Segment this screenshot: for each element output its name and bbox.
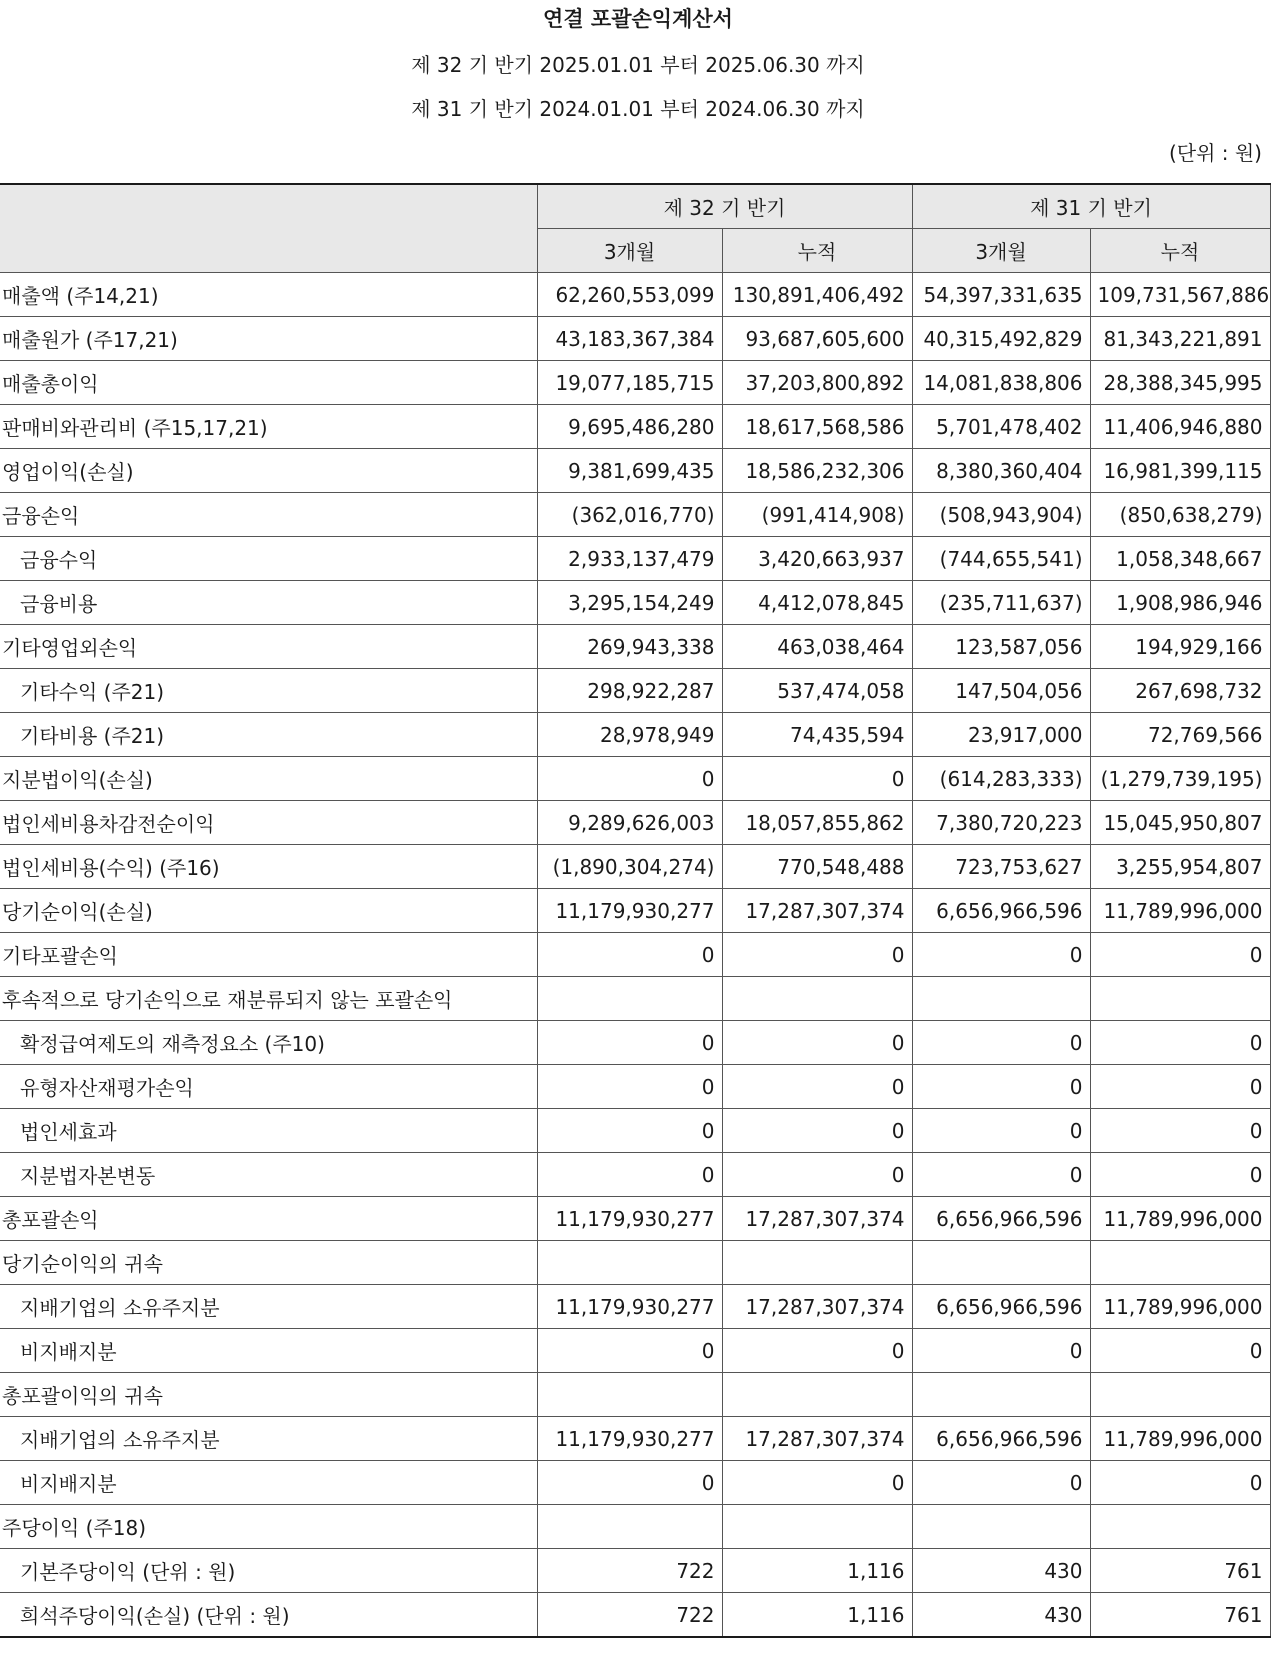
table-row [0,581,1270,625]
value-cell-prior-cumulative: 0 [1090,1065,1270,1109]
value-cell-prior-cumulative [1090,1373,1270,1417]
table-row [0,1549,1270,1593]
value-cell-prior-3m: 0 [912,1461,1090,1505]
statement-title: 연결 포괄손익계산서 [543,7,733,31]
header-sub-current-3m: 3개월 [537,229,722,273]
value-cell-current-cumulative: 17,287,307,374 [722,1197,912,1241]
value-cell-prior-3m: 0 [912,1021,1090,1065]
value-cell-current-cumulative: 3,420,663,937 [722,537,912,581]
row-label: 법인세효과 [0,1109,537,1153]
row-label: 금융비용 [0,581,537,625]
value-cell-prior-3m: 430 [912,1549,1090,1593]
value-cell-prior-cumulative: 0 [1090,1021,1270,1065]
period-current: 제 32 기 반기 2025.01.01 부터 2025.06.30 까지 [411,53,865,77]
value-cell-prior-3m: 6,656,966,596 [912,1197,1090,1241]
row-label: 기타영업외손익 [0,625,537,669]
value-cell-prior-cumulative: (850,638,279) [1090,493,1270,537]
value-cell-current-3m [537,1241,722,1285]
value-cell-prior-3m: (508,943,904) [912,493,1090,537]
table-row [0,1197,1270,1241]
row-label: 지분법자본변동 [0,1153,537,1197]
value-cell-current-cumulative: 93,687,605,600 [722,317,912,361]
value-cell-prior-3m: (235,711,637) [912,581,1090,625]
value-cell-current-3m: 0 [537,1329,722,1373]
value-cell-prior-3m: 430 [912,1593,1090,1638]
row-label: 당기순이익의 귀속 [0,1241,537,1285]
value-cell-prior-cumulative [1090,1505,1270,1549]
value-cell-current-cumulative: 0 [722,1109,912,1153]
table-row [0,449,1270,493]
value-cell-current-3m: 3,295,154,249 [537,581,722,625]
header-account-cell [0,184,537,273]
row-label: 금융손익 [0,493,537,537]
period-prior: 제 31 기 반기 2024.01.01 부터 2024.06.30 까지 [411,97,865,121]
value-cell-prior-3m: 6,656,966,596 [912,1417,1090,1461]
value-cell-prior-3m: 8,380,360,404 [912,449,1090,493]
value-cell-prior-cumulative: 28,388,345,995 [1090,361,1270,405]
value-cell-current-cumulative [722,1241,912,1285]
value-cell-current-3m: 9,381,699,435 [537,449,722,493]
value-cell-prior-3m: 5,701,478,402 [912,405,1090,449]
value-cell-current-cumulative: 0 [722,757,912,801]
value-cell-current-3m: 19,077,185,715 [537,361,722,405]
value-cell-current-cumulative: 17,287,307,374 [722,1285,912,1329]
row-label: 판매비와관리비 (주15,17,21) [0,405,537,449]
value-cell-current-cumulative: 37,203,800,892 [722,361,912,405]
value-cell-prior-cumulative: 0 [1090,1153,1270,1197]
table-row [0,537,1270,581]
table-row [0,977,1270,1021]
value-cell-current-cumulative [722,1373,912,1417]
value-cell-current-3m: (362,016,770) [537,493,722,537]
header-group-current: 제 32 기 반기 [537,184,912,229]
value-cell-current-3m: 722 [537,1593,722,1638]
value-cell-current-3m: (1,890,304,274) [537,845,722,889]
header-group-prior: 제 31 기 반기 [912,184,1270,229]
value-cell-current-3m: 11,179,930,277 [537,1417,722,1461]
table-row [0,889,1270,933]
row-label: 기타수익 (주21) [0,669,537,713]
table-row [0,1109,1270,1153]
value-cell-prior-3m: 40,315,492,829 [912,317,1090,361]
table-row [0,845,1270,889]
table-row [0,1417,1270,1461]
row-label: 주당이익 (주18) [0,1505,537,1549]
value-cell-prior-3m: 14,081,838,806 [912,361,1090,405]
value-cell-prior-3m [912,1505,1090,1549]
table-row [0,361,1270,405]
value-cell-prior-cumulative: 15,045,950,807 [1090,801,1270,845]
table-row [0,1593,1270,1638]
row-label: 영업이익(손실) [0,449,537,493]
value-cell-prior-3m: 7,380,720,223 [912,801,1090,845]
row-label: 총포괄이익의 귀속 [0,1373,537,1417]
value-cell-prior-3m: 123,587,056 [912,625,1090,669]
value-cell-prior-cumulative: (1,279,739,195) [1090,757,1270,801]
row-label: 확정급여제도의 재측정요소 (주10) [0,1021,537,1065]
value-cell-current-3m: 2,933,137,479 [537,537,722,581]
value-cell-prior-cumulative: 3,255,954,807 [1090,845,1270,889]
value-cell-current-3m: 43,183,367,384 [537,317,722,361]
table-row [0,1065,1270,1109]
row-label: 지배기업의 소유주지분 [0,1285,537,1329]
row-label: 법인세비용차감전순이익 [0,801,537,845]
row-label: 매출원가 (주17,21) [0,317,537,361]
value-cell-prior-cumulative: 1,058,348,667 [1090,537,1270,581]
value-cell-current-cumulative: 0 [722,1153,912,1197]
value-cell-current-3m: 269,943,338 [537,625,722,669]
value-cell-prior-3m [912,977,1090,1021]
value-cell-prior-3m: 23,917,000 [912,713,1090,757]
value-cell-current-cumulative: 0 [722,933,912,977]
value-cell-prior-cumulative [1090,977,1270,1021]
value-cell-prior-cumulative: 109,731,567,886 [1090,273,1270,317]
row-label: 기타비용 (주21) [0,713,537,757]
value-cell-prior-cumulative: 16,981,399,115 [1090,449,1270,493]
value-cell-current-cumulative: 74,435,594 [722,713,912,757]
row-label: 기타포괄손익 [0,933,537,977]
table-row [0,1373,1270,1417]
value-cell-current-cumulative: 0 [722,1461,912,1505]
value-cell-prior-cumulative: 761 [1090,1549,1270,1593]
value-cell-prior-3m: (744,655,541) [912,537,1090,581]
value-cell-prior-cumulative: 11,789,996,000 [1090,889,1270,933]
value-cell-prior-cumulative: 0 [1090,1461,1270,1505]
table-row [0,757,1270,801]
value-cell-current-cumulative: 0 [722,1329,912,1373]
header-sub-current-cumulative: 누적 [722,229,912,273]
value-cell-prior-cumulative: 267,698,732 [1090,669,1270,713]
value-cell-prior-3m: 0 [912,1109,1090,1153]
row-label: 유형자산재평가손익 [0,1065,537,1109]
unit-label: (단위 : 원) [1168,141,1262,165]
header-row-groups [0,184,1270,229]
table-row [0,801,1270,845]
value-cell-current-cumulative: 0 [722,1065,912,1109]
value-cell-prior-3m: 6,656,966,596 [912,889,1090,933]
value-cell-current-cumulative: 770,548,488 [722,845,912,889]
row-label: 기본주당이익 (단위 : 원) [0,1549,537,1593]
value-cell-prior-cumulative: 194,929,166 [1090,625,1270,669]
value-cell-current-cumulative: 1,116 [722,1549,912,1593]
value-cell-current-cumulative: 0 [722,1021,912,1065]
header-sub-prior-cumulative: 누적 [1090,229,1270,273]
row-label: 금융수익 [0,537,537,581]
value-cell-prior-3m: (614,283,333) [912,757,1090,801]
value-cell-prior-cumulative [1090,1241,1270,1285]
value-cell-prior-3m: 0 [912,933,1090,977]
value-cell-current-3m: 0 [537,933,722,977]
table-row [0,669,1270,713]
value-cell-current-cumulative: 463,038,464 [722,625,912,669]
value-cell-current-cumulative: 4,412,078,845 [722,581,912,625]
table-row [0,1285,1270,1329]
value-cell-current-cumulative: 18,617,568,586 [722,405,912,449]
value-cell-prior-3m: 54,397,331,635 [912,273,1090,317]
value-cell-prior-3m: 0 [912,1329,1090,1373]
value-cell-current-3m: 0 [537,1153,722,1197]
value-cell-prior-3m: 6,656,966,596 [912,1285,1090,1329]
value-cell-current-3m: 722 [537,1549,722,1593]
value-cell-current-3m: 0 [537,757,722,801]
value-cell-prior-cumulative: 11,789,996,000 [1090,1417,1270,1461]
row-label: 매출액 (주14,21) [0,273,537,317]
value-cell-prior-3m [912,1373,1090,1417]
value-cell-current-3m [537,1505,722,1549]
table-row [0,1329,1270,1373]
table-row [0,405,1270,449]
value-cell-current-3m: 0 [537,1461,722,1505]
table-row [0,1505,1270,1549]
table-row [0,273,1270,317]
value-cell-current-cumulative: 537,474,058 [722,669,912,713]
value-cell-prior-cumulative: 1,908,986,946 [1090,581,1270,625]
table-row [0,1241,1270,1285]
row-label: 비지배지분 [0,1461,537,1505]
value-cell-current-cumulative: 18,057,855,862 [722,801,912,845]
value-cell-prior-cumulative: 0 [1090,933,1270,977]
table-row [0,1153,1270,1197]
header-sub-prior-3m: 3개월 [912,229,1090,273]
row-label: 매출총이익 [0,361,537,405]
value-cell-prior-3m: 147,504,056 [912,669,1090,713]
value-cell-current-3m: 62,260,553,099 [537,273,722,317]
value-cell-prior-cumulative: 81,343,221,891 [1090,317,1270,361]
row-label: 희석주당이익(손실) (단위 : 원) [0,1593,537,1638]
table-row [0,1021,1270,1065]
value-cell-current-3m [537,1373,722,1417]
value-cell-prior-3m: 0 [912,1065,1090,1109]
value-cell-current-3m [537,977,722,1021]
value-cell-current-3m: 0 [537,1021,722,1065]
value-cell-prior-3m: 723,753,627 [912,845,1090,889]
value-cell-current-cumulative [722,977,912,1021]
value-cell-prior-cumulative: 0 [1090,1329,1270,1373]
value-cell-current-3m: 11,179,930,277 [537,1285,722,1329]
value-cell-prior-3m [912,1241,1090,1285]
table-body [0,273,1270,1638]
value-cell-current-3m: 0 [537,1065,722,1109]
value-cell-prior-cumulative: 11,789,996,000 [1090,1285,1270,1329]
value-cell-current-3m: 28,978,949 [537,713,722,757]
value-cell-current-3m: 9,695,486,280 [537,405,722,449]
row-label: 법인세비용(수익) (주16) [0,845,537,889]
value-cell-current-3m: 298,922,287 [537,669,722,713]
value-cell-current-cumulative: 130,891,406,492 [722,273,912,317]
table-row [0,933,1270,977]
table-row [0,317,1270,361]
value-cell-prior-3m: 0 [912,1153,1090,1197]
value-cell-current-cumulative [722,1505,912,1549]
row-label: 지배기업의 소유주지분 [0,1417,537,1461]
row-label: 지분법이익(손실) [0,757,537,801]
value-cell-prior-cumulative: 11,406,946,880 [1090,405,1270,449]
row-label: 당기순이익(손실) [0,889,537,933]
value-cell-current-cumulative: 17,287,307,374 [722,1417,912,1461]
value-cell-prior-cumulative: 761 [1090,1593,1270,1638]
value-cell-prior-cumulative: 72,769,566 [1090,713,1270,757]
value-cell-current-cumulative: 18,586,232,306 [722,449,912,493]
value-cell-current-cumulative: 1,116 [722,1593,912,1638]
value-cell-prior-cumulative: 11,789,996,000 [1090,1197,1270,1241]
value-cell-current-cumulative: (991,414,908) [722,493,912,537]
table-row [0,713,1270,757]
value-cell-current-3m: 0 [537,1109,722,1153]
table-row [0,625,1270,669]
table-row [0,1461,1270,1505]
row-label: 총포괄손익 [0,1197,537,1241]
value-cell-prior-cumulative: 0 [1090,1109,1270,1153]
row-label: 후속적으로 당기손익으로 재분류되지 않는 포괄손익 [0,977,537,1021]
value-cell-current-cumulative: 17,287,307,374 [722,889,912,933]
row-label: 비지배지분 [0,1329,537,1373]
value-cell-current-3m: 11,179,930,277 [537,889,722,933]
value-cell-current-3m: 11,179,930,277 [537,1197,722,1241]
value-cell-current-3m: 9,289,626,003 [537,801,722,845]
income-statement-table [0,183,1271,1638]
table-row [0,493,1270,537]
